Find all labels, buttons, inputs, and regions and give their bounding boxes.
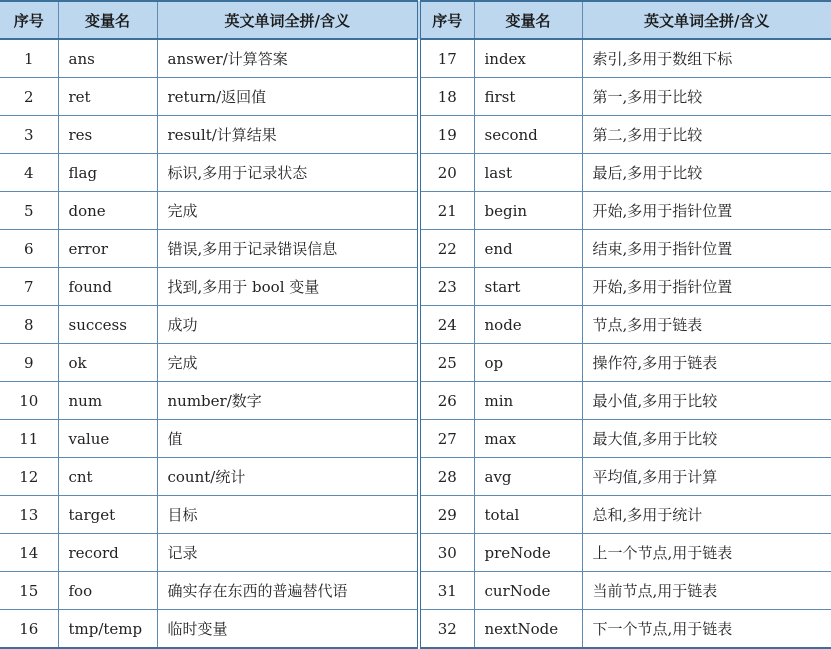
row-variable-right: op — [474, 344, 582, 382]
row-index-left: 3 — [0, 116, 58, 154]
row-meaning-left: 临时变量 — [157, 610, 419, 649]
row-variable-left: found — [58, 268, 157, 306]
row-meaning-left: 标识,多用于记录状态 — [157, 154, 419, 192]
row-index-right: 29 — [419, 496, 474, 534]
row-index-right: 25 — [419, 344, 474, 382]
row-meaning-right: 下一个节点,用于链表 — [582, 610, 831, 649]
row-index-right: 20 — [419, 154, 474, 192]
row-variable-left: res — [58, 116, 157, 154]
row-meaning-right: 第一,多用于比较 — [582, 78, 831, 116]
row-index-right: 17 — [419, 39, 474, 78]
row-index-right: 21 — [419, 192, 474, 230]
row-index-left: 7 — [0, 268, 58, 306]
row-variable-right: second — [474, 116, 582, 154]
table-row — [0, 154, 831, 192]
row-meaning-right: 最后,多用于比较 — [582, 154, 831, 192]
row-meaning-left: 完成 — [157, 192, 419, 230]
table-row — [0, 610, 831, 649]
table-row — [0, 78, 831, 116]
row-meaning-left: number/数字 — [157, 382, 419, 420]
row-variable-right: last — [474, 154, 582, 192]
row-meaning-right: 第二,多用于比较 — [582, 116, 831, 154]
row-meaning-right: 节点,多用于链表 — [582, 306, 831, 344]
row-meaning-right: 最大值,多用于比较 — [582, 420, 831, 458]
row-variable-right: nextNode — [474, 610, 582, 649]
row-variable-right: first — [474, 78, 582, 116]
row-meaning-right: 上一个节点,用于链表 — [582, 534, 831, 572]
row-variable-left: cnt — [58, 458, 157, 496]
table-row — [0, 230, 831, 268]
row-index-left: 2 — [0, 78, 58, 116]
row-meaning-right: 开始,多用于指针位置 — [582, 268, 831, 306]
row-variable-left: tmp/temp — [58, 610, 157, 649]
row-index-right: 27 — [419, 420, 474, 458]
row-variable-left: target — [58, 496, 157, 534]
header-meaning-left: 英文单词全拼/含义 — [157, 1, 419, 39]
row-index-left: 6 — [0, 230, 58, 268]
table-row — [0, 39, 831, 78]
row-index-left: 15 — [0, 572, 58, 610]
row-meaning-left: 值 — [157, 420, 419, 458]
row-variable-right: begin — [474, 192, 582, 230]
header-meaning-right: 英文单词全拼/含义 — [582, 1, 831, 39]
table-row — [0, 420, 831, 458]
row-index-left: 5 — [0, 192, 58, 230]
row-index-right: 24 — [419, 306, 474, 344]
row-index-left: 10 — [0, 382, 58, 420]
row-variable-right: total — [474, 496, 582, 534]
row-meaning-right: 结束,多用于指针位置 — [582, 230, 831, 268]
row-variable-left: done — [58, 192, 157, 230]
table-row — [0, 306, 831, 344]
row-variable-right: preNode — [474, 534, 582, 572]
row-index-right: 23 — [419, 268, 474, 306]
table-row — [0, 572, 831, 610]
row-variable-left: success — [58, 306, 157, 344]
row-variable-right: start — [474, 268, 582, 306]
row-index-left: 8 — [0, 306, 58, 344]
row-meaning-left: 确实存在东西的普遍替代语 — [157, 572, 419, 610]
table-body — [0, 39, 831, 648]
row-variable-right: end — [474, 230, 582, 268]
row-index-left: 16 — [0, 610, 58, 649]
row-variable-left: error — [58, 230, 157, 268]
row-meaning-right: 索引,多用于数组下标 — [582, 39, 831, 78]
row-variable-left: ans — [58, 39, 157, 78]
table-row — [0, 344, 831, 382]
row-meaning-left: 成功 — [157, 306, 419, 344]
row-index-right: 18 — [419, 78, 474, 116]
row-meaning-left: 找到,多用于 bool 变量 — [157, 268, 419, 306]
row-index-right: 28 — [419, 458, 474, 496]
table-row — [0, 116, 831, 154]
row-meaning-right: 开始,多用于指针位置 — [582, 192, 831, 230]
row-index-right: 30 — [419, 534, 474, 572]
row-meaning-left: result/计算结果 — [157, 116, 419, 154]
row-variable-right: node — [474, 306, 582, 344]
row-variable-left: ret — [58, 78, 157, 116]
row-variable-right: min — [474, 382, 582, 420]
row-meaning-left: 记录 — [157, 534, 419, 572]
table-header-row — [0, 1, 831, 39]
row-meaning-left: 完成 — [157, 344, 419, 382]
table-row — [0, 192, 831, 230]
header-variable-left: 变量名 — [58, 1, 157, 39]
row-index-right: 31 — [419, 572, 474, 610]
table-row — [0, 268, 831, 306]
row-index-left: 12 — [0, 458, 58, 496]
row-variable-right: avg — [474, 458, 582, 496]
row-meaning-right: 当前节点,用于链表 — [582, 572, 831, 610]
row-meaning-left: 错误,多用于记录错误信息 — [157, 230, 419, 268]
row-meaning-right: 平均值,多用于计算 — [582, 458, 831, 496]
row-index-right: 19 — [419, 116, 474, 154]
row-index-left: 14 — [0, 534, 58, 572]
row-index-right: 22 — [419, 230, 474, 268]
row-variable-left: value — [58, 420, 157, 458]
row-variable-left: ok — [58, 344, 157, 382]
header-index-right: 序号 — [419, 1, 474, 39]
row-variable-right: max — [474, 420, 582, 458]
row-meaning-right: 最小值,多用于比较 — [582, 382, 831, 420]
row-index-left: 4 — [0, 154, 58, 192]
table-row — [0, 382, 831, 420]
row-variable-right: curNode — [474, 572, 582, 610]
row-variable-left: foo — [58, 572, 157, 610]
row-index-left: 11 — [0, 420, 58, 458]
row-variable-left: record — [58, 534, 157, 572]
row-variable-left: num — [58, 382, 157, 420]
row-index-right: 26 — [419, 382, 474, 420]
row-meaning-left: return/返回值 — [157, 78, 419, 116]
row-index-left: 13 — [0, 496, 58, 534]
row-meaning-left: answer/计算答案 — [157, 39, 419, 78]
table-row — [0, 534, 831, 572]
table-row — [0, 496, 831, 534]
table-row — [0, 458, 831, 496]
row-meaning-left: count/统计 — [157, 458, 419, 496]
row-meaning-right: 总和,多用于统计 — [582, 496, 831, 534]
row-meaning-right: 操作符,多用于链表 — [582, 344, 831, 382]
row-meaning-left: 目标 — [157, 496, 419, 534]
row-variable-right: index — [474, 39, 582, 78]
row-variable-left: flag — [58, 154, 157, 192]
header-variable-right: 变量名 — [474, 1, 582, 39]
row-index-left: 1 — [0, 39, 58, 78]
header-index-left: 序号 — [0, 1, 58, 39]
row-index-left: 9 — [0, 344, 58, 382]
row-index-right: 32 — [419, 610, 474, 649]
